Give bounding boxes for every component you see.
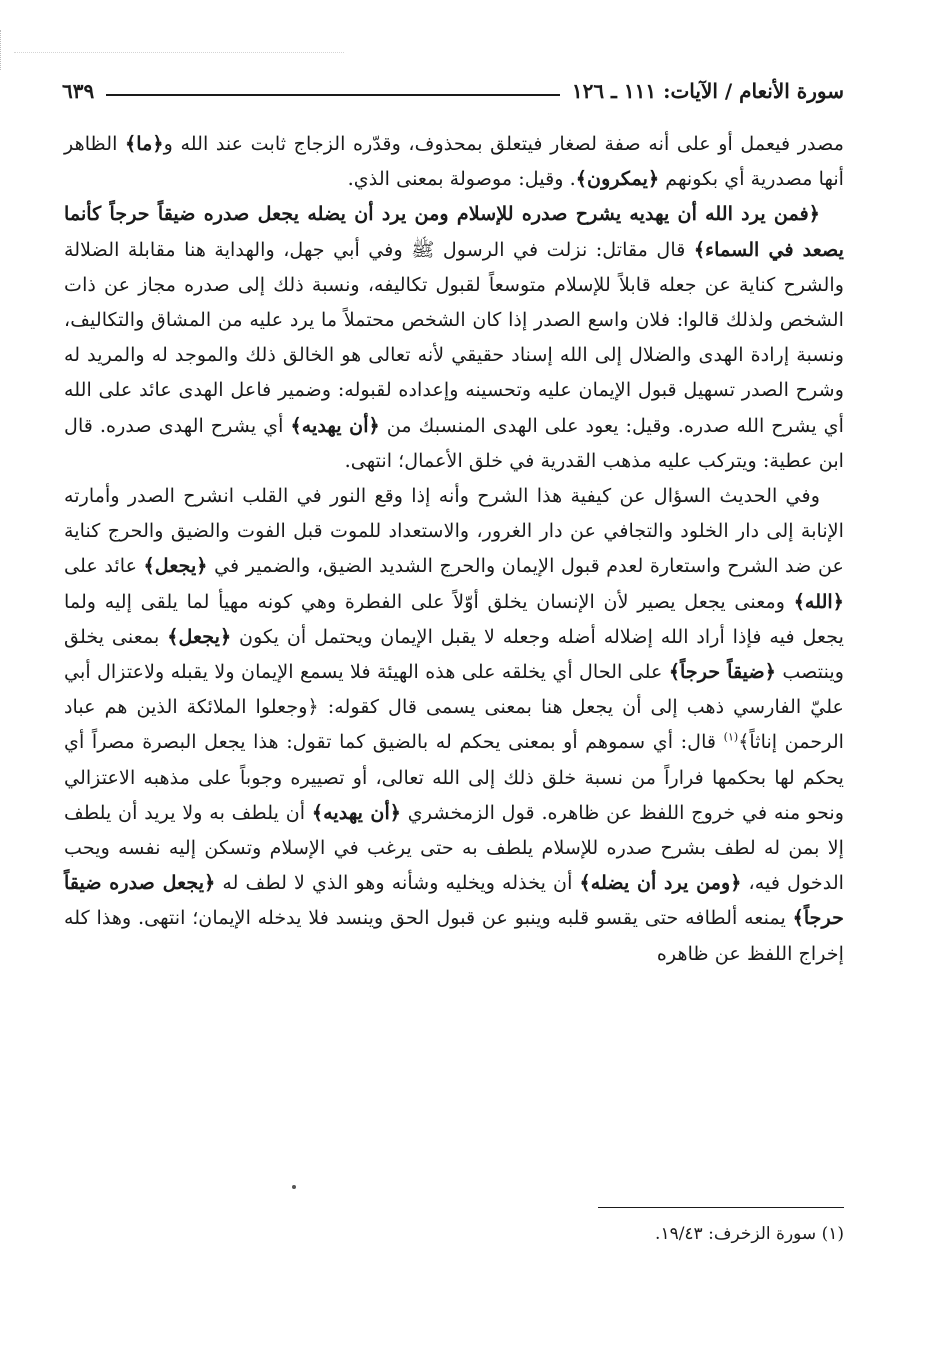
running-header <box>62 74 844 108</box>
scan-dotted-line <box>14 52 344 53</box>
text-run: أن يلطف به ولا يريد أن يلطف إلا بمن له لطف بشرح صدره للإسلام يلطف به حتى يرغب في الإسلام وتسكن إليه نفسه ويحب الدخول فيه، <box>64 800 844 895</box>
text-run: الظاهر أنها مصدرية أي بكونهم <box>64 132 844 191</box>
text-run: وفي الحديث السؤال عن كيفية هذا الشرح وأنه إذا وقع النور في القلب انشرح الصدر وأمارته الإنابة إلى دار الخلود والتجافي عن دار الغرور، والاستعداد للموت قبل الفوت والضيق والحرج كناية عن ضد الشرح واستعارة لعدم قبول الإيمان والحرج الشديد الضيق، والضمير في <box>64 484 844 578</box>
quran-quote: ﴿فمن يرد الله أن يهديه يشرح صدره للإسلام ومن يرد أن يضله يجعل صدره ضيقاً حرجاً كأنما يصعد في السماء﴾ <box>64 202 844 261</box>
quran-quote: ﴿أن يهديه﴾ <box>311 800 402 824</box>
paragraph <box>64 196 844 478</box>
quran-quote: ﴿ما﴾ <box>125 132 164 155</box>
quran-quote: ﴿يجعل﴾ <box>143 554 208 578</box>
text-run: أن يخذله ويخليه وشأنه وهو الذي لا لطف له <box>215 871 580 895</box>
text-run: على الحال أي يخلقه على هذه الهيئة فلا يسمع الإيمان ولا يقبله ولاعتزال أبي عليّ الفارسي ذهب إلى أن يجعل هنا بمعنى يسمى قال كقوله: <box>64 660 844 719</box>
quran-quote: ﴿يمكرون﴾ <box>575 167 660 191</box>
footnote-rule <box>598 1207 844 1208</box>
page-number: ٦٣٩ <box>62 79 95 103</box>
header-title: سورة الأنعام / الآيات: ١١١ ـ ١٢٦ <box>571 79 844 103</box>
quran-quote: ﴿ومن يرد أن يضله﴾ <box>579 871 742 895</box>
text-run: قال: أي سموهم أو بمعنى يحكم له بالضيق كما تقول: هذا يجعل البصرة مصراً أي يحكم لها بحكمها فراراً من نسبة خلق ذلك إلى الله تعالى، أو تصييره وجوباً على مذهبه الاعتزالي ونحو منه في خروج اللفظ عن ظاهره. قول الزمخشري <box>64 730 844 824</box>
paragraph <box>64 126 844 196</box>
main-text <box>64 126 844 971</box>
text-run: عائد على <box>64 554 144 578</box>
text-run: ﴿وجعلوا الملائكة الذين هم عباد الرحمن إناثاً﴾ <box>64 695 845 754</box>
text-run: أي يشرح الهدى صدره. قال ابن عطية: ويتركب عليه مذهب القدرية في خلق الأعمال؛ انتهى. <box>64 413 844 472</box>
text-run: مصدر فيعمل أو على أنه صفة لصغار فيتعلق بمحذوف، وقدّره الزجاج ثابت عند الله و <box>163 132 844 155</box>
scan-edge-mark <box>0 30 13 70</box>
quran-quote: ﴿ضيقاً حرجاً﴾ <box>668 660 776 684</box>
text-run: بمعنى يخلق وينتصب <box>64 624 844 684</box>
quran-quote: ﴿يجعل صدره ضيقاً حرجاً﴾ <box>64 871 844 930</box>
quran-quote: ﴿أن يهديه﴾ <box>290 413 380 437</box>
quran-quote: ﴿الله﴾ <box>793 589 844 613</box>
header-rule <box>106 94 560 96</box>
footnote: (١) سورة الزخرف: ١٩/٤٣. <box>655 1224 844 1244</box>
print-speck <box>292 1185 296 1189</box>
paragraph <box>64 478 844 971</box>
footnote-ref: (١) <box>723 731 739 745</box>
text-run: . وقيل: موصولة بمعنى الذي. <box>347 167 576 191</box>
text-run: ومعنى يجعل يصير لأن الإنسان يخلق أوّلاً على الفطرة وهي كونه مهيأ لما يلقى إليه ولما يجعل فيه فإذا أراد الله إضلاله أضله وجعله لا يقبل الإيمان ويحتمل أن يكون <box>64 589 844 648</box>
text-run: قال مقاتل: نزلت في الرسول ﷺ وفي أبي جهل، والهداية هنا مقابلة الضلالة والشرح كناية عن جعله قابلاً للإسلام متوسعاً لقبول تكاليفه، ونسبة ذلك إلى صدره مجاز عن ذات الشخص ولذلك قالوا: فلان واسع الصدر إذا كان الشخص محتملاً ما يرد عليه من المشاق والتكاليف، ونسبة إرادة الهدى والضلال إلى الله إسناد حقيقي لأنه تعالى هو الخالق ذلك والموجد له والمريد له وشرح الصدر تسهيل قبول الإيمان عليه وتحسينه وإعداده لقبوله: وضمير فاعل الهدى عائد على الله أي يشرح الله صدره. وقيل: يعود على الهدى المنسبك من <box>64 237 844 437</box>
text-run: يمنعه ألطافه حتى يقسو قلبه وينبو عن قبول الحق وينسد فلا يدخله الإيمان؛ انتهى. وهذا كله إخراج اللفظ عن ظاهره <box>64 906 844 965</box>
quran-quote: ﴿يجعل﴾ <box>167 624 232 648</box>
